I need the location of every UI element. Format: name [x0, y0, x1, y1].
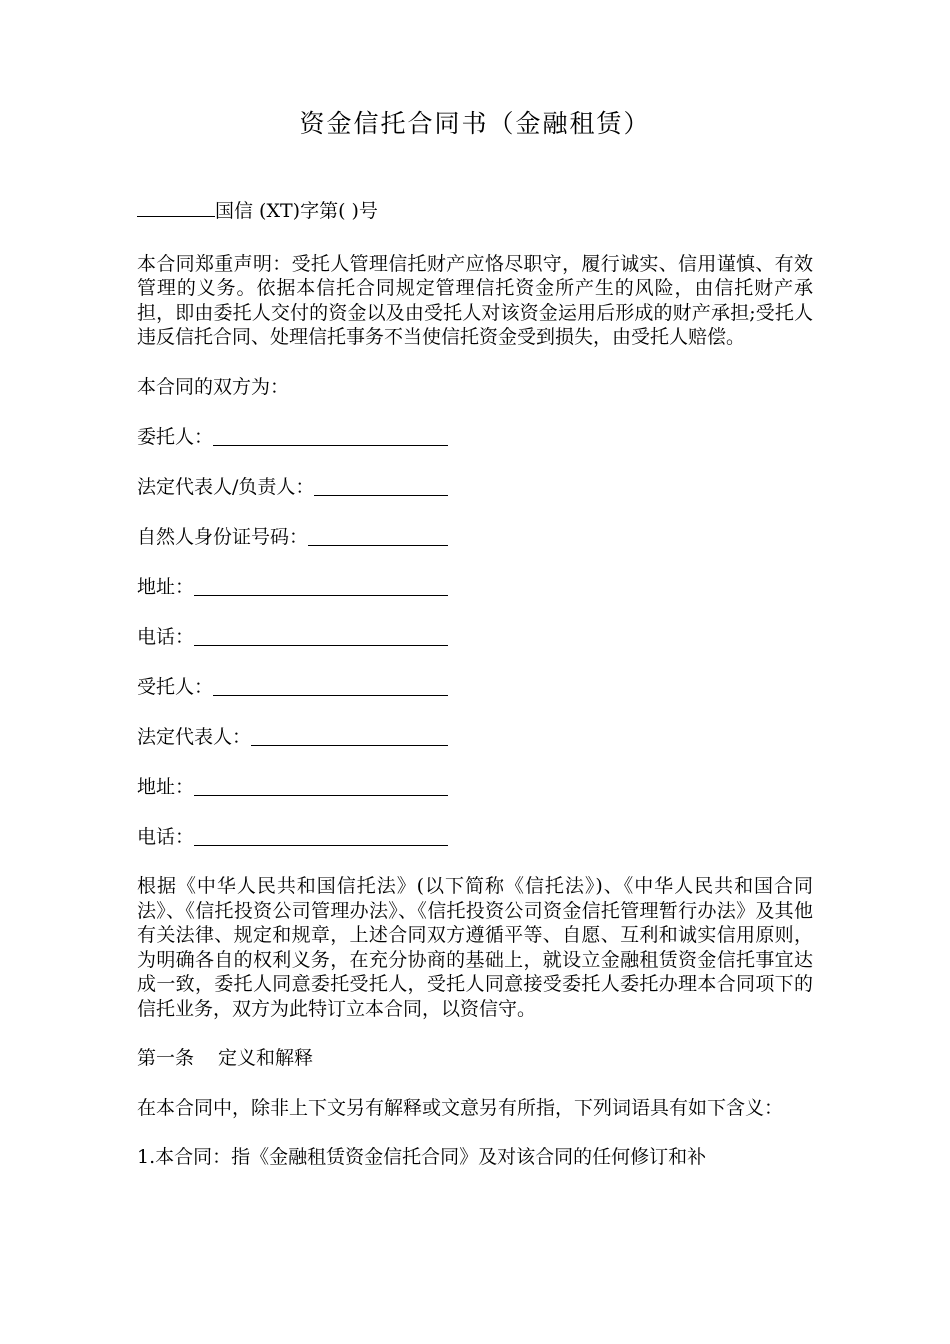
- field-label: 自然人身份证号码：: [137, 525, 309, 548]
- fill-in-blank: [251, 744, 448, 746]
- document-title: 资金信托合同书（金融租赁）: [299, 109, 651, 138]
- fill-in-blank: [213, 444, 448, 446]
- field-label: 法定代表人：: [137, 725, 252, 748]
- definition-item: 1.本合同：指《金融租赁资金信托合同》及对该合同的任何修订和补: [137, 1146, 707, 1168]
- field-principal-phone: [137, 624, 448, 649]
- field-trustee-representative: [137, 724, 448, 749]
- field-label: 电话：: [137, 625, 195, 648]
- field-trustee-phone: [137, 824, 448, 849]
- reference-blank: [137, 198, 215, 217]
- article-title: 定义和解释: [218, 1047, 314, 1069]
- definitions-intro: 在本合同中，除非上下文另有解释或文意另有所指，下列词语具有如下含义：: [137, 1096, 784, 1119]
- legal-basis-paragraph: 根据《中华人民共和国信托法》(以下简称《信托法》)、《中华人民共和国合同法》、《信托投资公司管理办法》、《信托投资公司资金信托管理暂行办法》及其他有关法律、规定和规章，上述合同双方遵循平等、自愿、互利和诚实信用原则，为明确各自的权利义务，在充分协商的基础上，就设立金融租赁资金信托事宜达成一致，委托人同意委托受托人，受托人同意接受委托人委托办理本合同项下的信托业务，双方为此特订立本合同，以资信守。: [137, 875, 813, 1020]
- field-label: 电话：: [137, 825, 195, 848]
- field-label: 地址：: [137, 575, 195, 598]
- field-id-number: [137, 524, 448, 549]
- field-principal-address: [137, 574, 448, 599]
- field-principal: [137, 424, 448, 449]
- article-number: 第一条: [137, 1047, 195, 1069]
- fill-in-blank: [314, 494, 448, 496]
- field-label: 法定代表人/负责人：: [137, 475, 315, 498]
- field-label: 地址：: [137, 775, 195, 798]
- fill-in-blank: [213, 694, 448, 696]
- fill-in-blank: [194, 594, 448, 596]
- reference-suffix: 国信 (XT)字第( )号: [215, 200, 378, 222]
- declaration-paragraph: 本合同郑重声明：受托人管理信托财产应恪尽职守，履行诚实、信用谨慎、有效管理的义务。依据本信托合同规定管理信托资金所产生的风险，由信托财产承担，即由委托人交付的资金以及由受托人对该资金运用后形成的财产承担;受托人违反信托合同、处理信托事务不当使信托资金受到损失，由受托人赔偿。: [137, 252, 813, 348]
- contract-reference-number: [137, 198, 813, 224]
- parties-intro: 本合同的双方为：: [137, 375, 290, 398]
- field-trustee-address: [137, 774, 448, 799]
- field-trustee: [137, 674, 448, 699]
- fill-in-blank: [194, 794, 448, 796]
- fill-in-blank: [194, 844, 448, 846]
- article-heading: [137, 1046, 813, 1071]
- fill-in-blank: [194, 644, 448, 646]
- field-label: 委托人：: [137, 425, 214, 448]
- field-label: 受托人：: [137, 675, 214, 698]
- field-principal-representative: [137, 474, 448, 499]
- document-body: [137, 198, 813, 1170]
- fill-in-blank: [308, 544, 448, 546]
